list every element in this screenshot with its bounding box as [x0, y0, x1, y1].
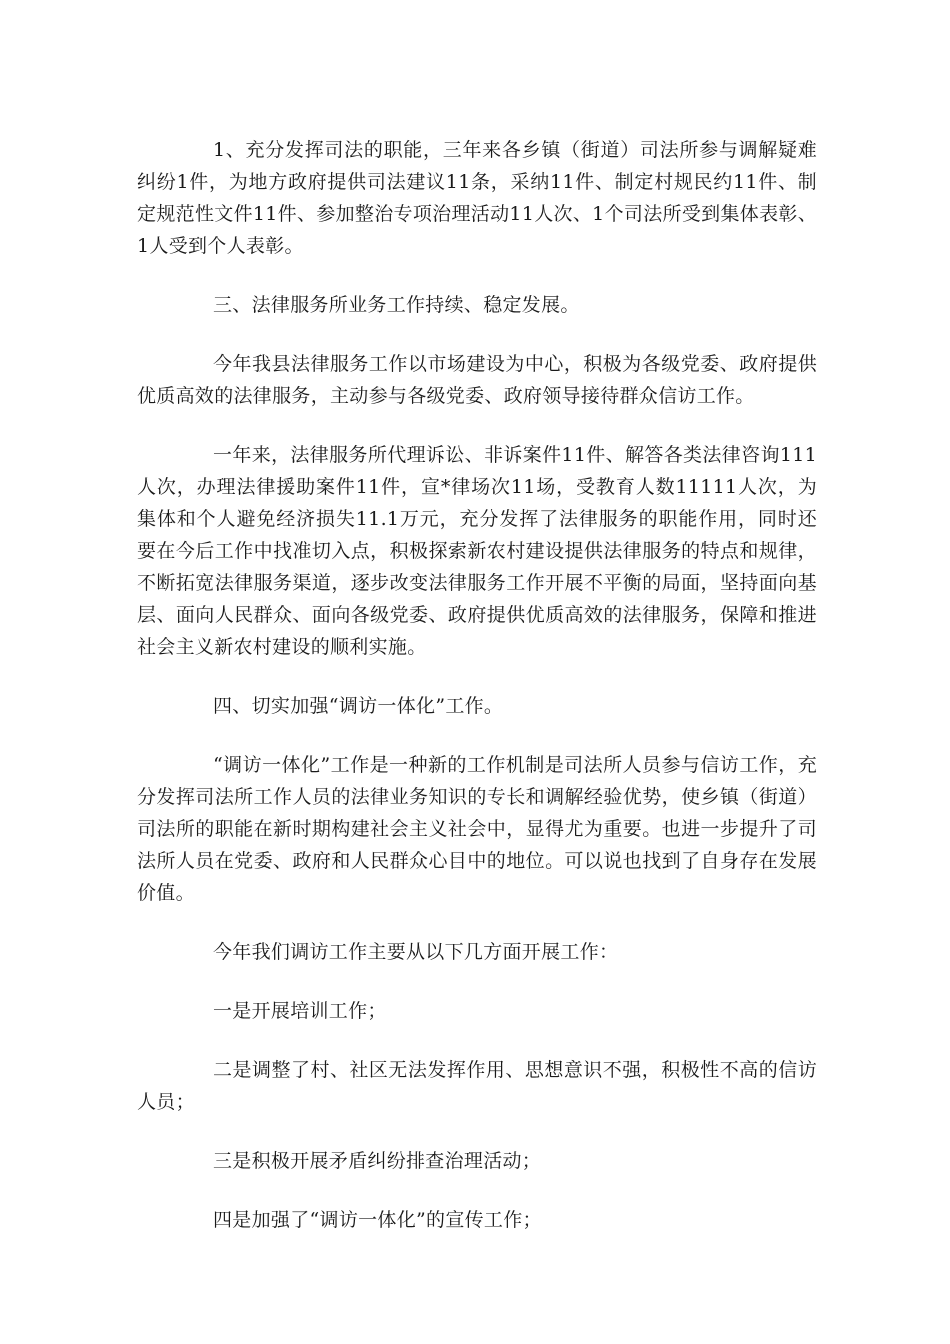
list-item-publicity: 四是加强了“调访一体化”的宣传工作；: [213, 1209, 542, 1231]
section-heading-legal-services: 三、法律服务所业务工作持续、稳定发展。: [213, 294, 580, 316]
section-heading-mediation-petition: 四、切实加强“调访一体化”工作。: [213, 695, 504, 717]
paragraph-mediation-petition-mechanism: “调访一体化”工作是一种新的工作机制是司法所人员参与信访工作，充分发挥司法所工作人员的法律业务知识的专长和调解经验优势，使乡镇（街道）司法所的职能在新时期构建社会主义社会中，显得尤为重要。也进一步提升了司法所人员在党委、政府和人民群众心目中的地位。可以说也找到了自身存在发展价值。: [137, 754, 817, 904]
paragraph-judicial-function: 1、充分发挥司法的职能，三年来各乡镇（街道）司法所参与调解疑难纠纷1件，为地方政府提供司法建议11条，采纳11件、制定村规民约11件、制定规范性文件11件、参加整治专项治理活动11人次、1个司法所受到集体表彰、1人受到个人表彰。: [137, 139, 817, 257]
list-item-dispute-screening: 三是积极开展矛盾纠纷排查治理活动；: [213, 1150, 542, 1172]
list-item-personnel-adjustment: 二是调整了村、社区无法发挥作用、思想意识不强，积极性不高的信访人员；: [137, 1059, 817, 1113]
paragraph-legal-services-intro: 今年我县法律服务工作以市场建设为中心，积极为各级党委、政府提供优质高效的法律服务，主动参与各级党委、政府领导接待群众信访工作。: [137, 353, 817, 407]
list-item-training: 一是开展培训工作；: [213, 1000, 387, 1022]
paragraph-legal-services-results: 一年来，法律服务所代理诉讼、非诉案件11件、解答各类法律咨询111人次，办理法律援助案件11件，宣*律场次11场，受教育人数11111人次，为集体和个人避免经济损失11.1万元，充分发挥了法律服务的职能作用，同时还要在今后工作中找准切入点，积极探索新农村建设提供法律服务的特点和规律，不断拓宽法律服务渠道，逐步改变法律服务工作开展不平衡的局面，坚持面向基层、面向人民群众、面向各级党委、政府提供优质高效的法律服务，保障和推进社会主义新农村建设的顺利实施。: [137, 444, 817, 658]
paragraph-work-aspects-intro: 今年我们调访工作主要从以下几方面开展工作：: [213, 941, 619, 963]
document-body: [137, 134, 817, 1263]
